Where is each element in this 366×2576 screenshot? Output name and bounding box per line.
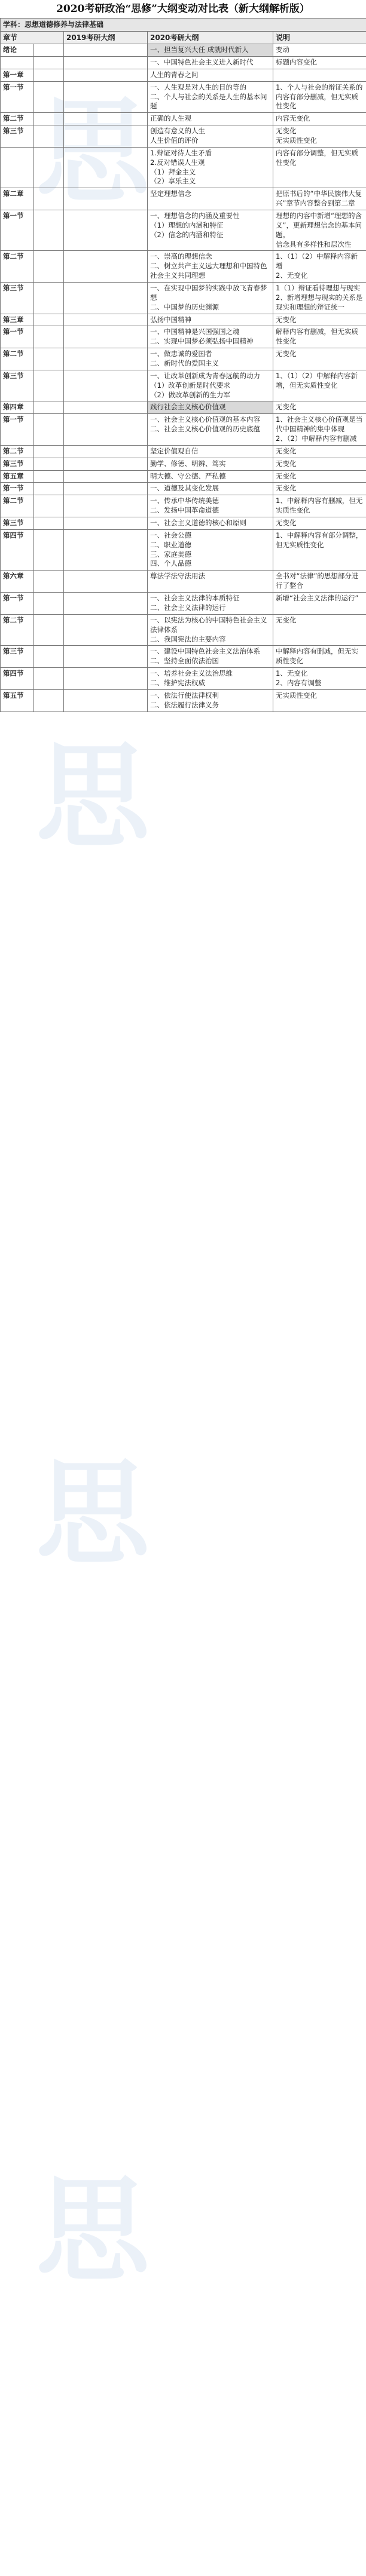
chapter-cell: 第三节 (1, 283, 34, 314)
chapter-cell: 第一节 (1, 81, 34, 113)
old-outline-cell (64, 147, 148, 188)
chapter-cell: 第三节 (1, 517, 34, 530)
comparison-table (0, 18, 366, 712)
note-cell: 无变化 (273, 401, 366, 414)
note-cell: 变动 (273, 44, 366, 57)
new-outline-cell: 一、理想信念的内涵及重要性 （1）理想的内涵和特征 （2）信念的内涵和特征 (148, 210, 273, 250)
table-row (1, 348, 366, 370)
new-outline-cell: 勤学、修德、明辨、笃实 (148, 458, 273, 470)
note-cell: 内容有部分调整，但无实质性变化 (273, 147, 366, 188)
table-row (1, 69, 366, 81)
section-cell (34, 445, 64, 458)
old-outline-cell (64, 125, 148, 148)
chapter-cell: 第三节 (1, 125, 34, 148)
old-outline-cell (64, 483, 148, 495)
new-outline-cell: 一、培养社会主义法治思维 二、维护宪法权威 (148, 668, 273, 690)
chapter-cell: 第二节 (1, 113, 34, 125)
new-outline-cell: 践行社会主义核心价值观 (148, 401, 273, 414)
header-new: 2020考研大纲 (148, 31, 273, 44)
table-row (1, 646, 366, 668)
new-outline-cell: 坚定价值观自信 (148, 445, 273, 458)
note-cell: 无变化 (273, 470, 366, 483)
table-row (1, 571, 366, 593)
section-cell (34, 370, 64, 401)
new-outline-cell: 一、做忠诚的爱国者 二、新时代的爱国主义 (148, 348, 273, 370)
section-cell (34, 348, 64, 370)
section-cell (34, 113, 64, 125)
section-cell (34, 414, 64, 446)
new-outline-cell: 一、社会主义道德的核心和原则 (148, 517, 273, 530)
section-cell (34, 44, 64, 57)
chapter-cell: 第四章 (1, 401, 34, 414)
chapter-cell: 绪论 (1, 44, 34, 57)
section-cell (34, 470, 64, 483)
note-cell: 把原书后的“中华民族伟大复兴”章节内容整合到第二章 (273, 188, 366, 210)
section-cell (34, 529, 64, 570)
new-outline-cell: 一、传承中华传统美德 二、发扬中国革命道德 (148, 495, 273, 517)
chapter-cell (1, 147, 34, 188)
table-row (1, 445, 366, 458)
chapter-cell: 第三节 (1, 458, 34, 470)
old-outline-cell (64, 283, 148, 314)
note-cell: 无变化 (273, 614, 366, 646)
new-outline-cell: 弘扬中国精神 (148, 314, 273, 326)
section-cell (34, 646, 64, 668)
watermark-logo (24, 2151, 341, 2306)
chapter-cell: 第二节 (1, 251, 34, 283)
chapter-cell: 第五章 (1, 470, 34, 483)
chapter-cell: 第二节 (1, 348, 34, 370)
new-outline-cell: 一、建设中国特色社会主义法治体系 二、坚持全面依法治国 (148, 646, 273, 668)
new-outline-cell: 一、在实现中国梦的实践中放飞青春梦想 二、中国梦的历史渊源 (148, 283, 273, 314)
chapter-cell: 第一节 (1, 593, 34, 615)
old-outline-cell (64, 529, 148, 570)
note-cell: 解释内容有删减，但无实质性变化 (273, 326, 366, 348)
section-cell (34, 125, 64, 148)
new-outline-cell: 一、社会公德 二、职业道德 三、家庭美德 四、个人品德 (148, 529, 273, 570)
old-outline-cell (64, 517, 148, 530)
note-cell: 无变化 (273, 314, 366, 326)
new-outline-cell: 一、社会主义法律的本质特征 二、社会主义法律的运行 (148, 593, 273, 615)
header-row (1, 31, 366, 44)
header-note: 说明 (273, 31, 366, 44)
watermark-logo (24, 1434, 341, 1589)
section-cell (34, 495, 64, 517)
table-row (1, 593, 366, 615)
svg-text:思: 思 (36, 86, 150, 218)
table-row (1, 470, 366, 483)
chapter-cell: 第一章 (1, 69, 34, 81)
chapter-cell: 第一节 (1, 414, 34, 446)
new-outline-cell: 一、担当复兴大任 成就时代新人 (148, 44, 273, 57)
table-row (1, 517, 366, 530)
note-cell: 无变化 (273, 445, 366, 458)
note-cell: 中解释内容有删减，但无实质性变化 (273, 646, 366, 668)
table-row (1, 458, 366, 470)
note-cell: 1、社会主义核心价值观是当代中国精神的集中体现 2、（2）中解释内容有删减 (273, 414, 366, 446)
note-cell (273, 69, 366, 81)
section-cell (34, 614, 64, 646)
old-outline-cell (64, 210, 148, 250)
old-outline-cell (64, 69, 148, 81)
section-cell (34, 517, 64, 530)
chapter-cell: 第四节 (1, 529, 34, 570)
section-cell (34, 314, 64, 326)
old-outline-cell (64, 401, 148, 414)
note-cell: 全书对“法律”的思想部分进行了整合 (273, 571, 366, 593)
section-cell (34, 210, 64, 250)
new-outline-cell: 一、依法行使法律权利 二、依法履行法律义务 (148, 689, 273, 712)
new-outline-cell: 一、中国精神是兴国强国之魂 二、实现中国梦必须弘扬中国精神 (148, 326, 273, 348)
section-cell (34, 326, 64, 348)
new-outline-cell: 一、道德及其变化发展 (148, 483, 273, 495)
new-outline-cell: 一、中国特色社会主义进入新时代 (148, 56, 273, 69)
watermark-logo (24, 717, 341, 872)
note-cell: 无变化 (273, 483, 366, 495)
old-outline-cell (64, 614, 148, 646)
table-row (1, 113, 366, 125)
table-row (1, 414, 366, 446)
chapter-cell: 第四节 (1, 668, 34, 690)
note-cell: 无变化 (273, 517, 366, 530)
new-outline-cell: 一、社会主义核心价值观的基本内容 二、社会主义核心价值观的历史底蕴 (148, 414, 273, 446)
svg-text:思: 思 (36, 1448, 150, 1580)
note-cell: 无变化 (273, 458, 366, 470)
section-cell (34, 283, 64, 314)
new-outline-cell: 明大德、守公德、严私德 (148, 470, 273, 483)
old-outline-cell (64, 348, 148, 370)
old-outline-cell (64, 314, 148, 326)
subject-label: 学科：思想道德修养与法律基础 (1, 19, 366, 32)
section-cell (34, 147, 64, 188)
old-outline-cell (64, 593, 148, 615)
table-row (1, 56, 366, 69)
old-outline-cell (64, 56, 148, 69)
note-cell: 内容无变化 (273, 113, 366, 125)
chapter-cell: 第一节 (1, 326, 34, 348)
section-cell (34, 251, 64, 283)
section-cell (34, 483, 64, 495)
table-row (1, 689, 366, 712)
chapter-cell: 第三节 (1, 646, 34, 668)
chapter-cell: 第二节 (1, 614, 34, 646)
old-outline-cell (64, 414, 148, 446)
note-cell: 1、无变化 2、内容有调整 (273, 668, 366, 690)
new-outline-cell: 一、崇高的理想信念 二、树立共产主义远大理想和中国特色社会主义共同理想 (148, 251, 273, 283)
old-outline-cell (64, 326, 148, 348)
new-outline-cell: 一、以宪法为核心的中国特色社会主义法律体系 二、我国宪法的主要内容 (148, 614, 273, 646)
new-outline-cell: 坚定理想信念 (148, 188, 273, 210)
svg-text:思: 思 (36, 2165, 150, 2297)
table-row (1, 147, 366, 188)
section-cell (34, 81, 64, 113)
note-cell: 1（1）辩证看待理想与现实 2、新增理想与现实的关系是现实和理想的辩证统一 (273, 283, 366, 314)
chapter-cell: 第一节 (1, 483, 34, 495)
old-outline-cell (64, 251, 148, 283)
new-outline-cell: 一、人生观是对人生的目的等的 二、个人与社会的关系是人生的基本问题 (148, 81, 273, 113)
note-cell: 1、个人与社会的辩证关系的内容有部分删减，但无实质性变化 (273, 81, 366, 113)
note-cell: 标题内容变化 (273, 56, 366, 69)
section-cell (34, 56, 64, 69)
note-cell: 无变化 (273, 348, 366, 370)
section-cell (34, 668, 64, 690)
new-outline-cell: 人生的青春之问 (148, 69, 273, 81)
table-row (1, 210, 366, 250)
old-outline-cell (64, 668, 148, 690)
table-row (1, 401, 366, 414)
note-cell: 新增“社会主义法律的运行” (273, 593, 366, 615)
table-row (1, 314, 366, 326)
table-row (1, 44, 366, 57)
chapter-cell: 第二节 (1, 445, 34, 458)
chapter-cell: 第二节 (1, 495, 34, 517)
old-outline-cell (64, 571, 148, 593)
chapter-cell: 第三章 (1, 314, 34, 326)
table-row (1, 251, 366, 283)
old-outline-cell (64, 495, 148, 517)
old-outline-cell (64, 646, 148, 668)
section-cell (34, 401, 64, 414)
subject-row (1, 19, 366, 32)
chapter-cell: 第六章 (1, 571, 34, 593)
new-outline-cell: 创造有意义的人生 人生价值的评价 (148, 125, 273, 148)
chapter-cell: 第五节 (1, 689, 34, 712)
chapter-cell: 第一节 (1, 210, 34, 250)
new-outline-cell: 尊法学法守法用法 (148, 571, 273, 593)
table-row (1, 370, 366, 401)
section-cell (34, 458, 64, 470)
old-outline-cell (64, 81, 148, 113)
old-outline-cell (64, 445, 148, 458)
chapter-cell (1, 56, 34, 69)
old-outline-cell (64, 370, 148, 401)
note-cell: 1、（1）（2）中解释内容新增，但无实质性变化 (273, 370, 366, 401)
note-cell: 1、中解释内容有删减，但无实质性变化 (273, 495, 366, 517)
table-row (1, 614, 366, 646)
table-row (1, 668, 366, 690)
table-row (1, 529, 366, 570)
table-row (1, 81, 366, 113)
note-cell: 无变化 无实质性变化 (273, 125, 366, 148)
section-cell (34, 571, 64, 593)
svg-text:思: 思 (36, 731, 150, 863)
table-row (1, 483, 366, 495)
table-row (1, 283, 366, 314)
section-cell (34, 188, 64, 210)
old-outline-cell (64, 689, 148, 712)
new-outline-cell: 正确的人生观 (148, 113, 273, 125)
new-outline-cell: 1.辩证对待人生矛盾 2.反对错误人生观 （1）拜金主义 （2）享乐主义 (148, 147, 273, 188)
old-outline-cell (64, 44, 148, 57)
old-outline-cell (64, 470, 148, 483)
page-title: 2020考研政治“思修”大纲变动对比表（新大纲解析版） (56, 3, 310, 15)
chapter-cell: 第三节 (1, 370, 34, 401)
section-cell (34, 593, 64, 615)
section-cell (34, 69, 64, 81)
header-chapter: 章节 (1, 31, 64, 44)
table-row (1, 188, 366, 210)
old-outline-cell (64, 113, 148, 125)
note-cell: 无实质性变化 (273, 689, 366, 712)
chapter-cell: 第二章 (1, 188, 34, 210)
table-row (1, 326, 366, 348)
new-outline-cell: 一、让改革创新成为青春远航的动力 （1）改革创新是时代要求 （2）做改革创新的生力军 (148, 370, 273, 401)
note-cell: 1、（1）（2）中解释内容新增 2、无变化 (273, 251, 366, 283)
table-row (1, 125, 366, 148)
section-cell (34, 689, 64, 712)
note-cell: 理想的内容中新增“理想的含义”，更新理想信念的基本问题。 信念具有多样性和层次性 (273, 210, 366, 250)
header-old: 2019考研大纲 (64, 31, 148, 44)
old-outline-cell (64, 188, 148, 210)
old-outline-cell (64, 458, 148, 470)
note-cell: 1、中解释内容有部分调整，但无实质性变化 (273, 529, 366, 570)
table-row (1, 495, 366, 517)
